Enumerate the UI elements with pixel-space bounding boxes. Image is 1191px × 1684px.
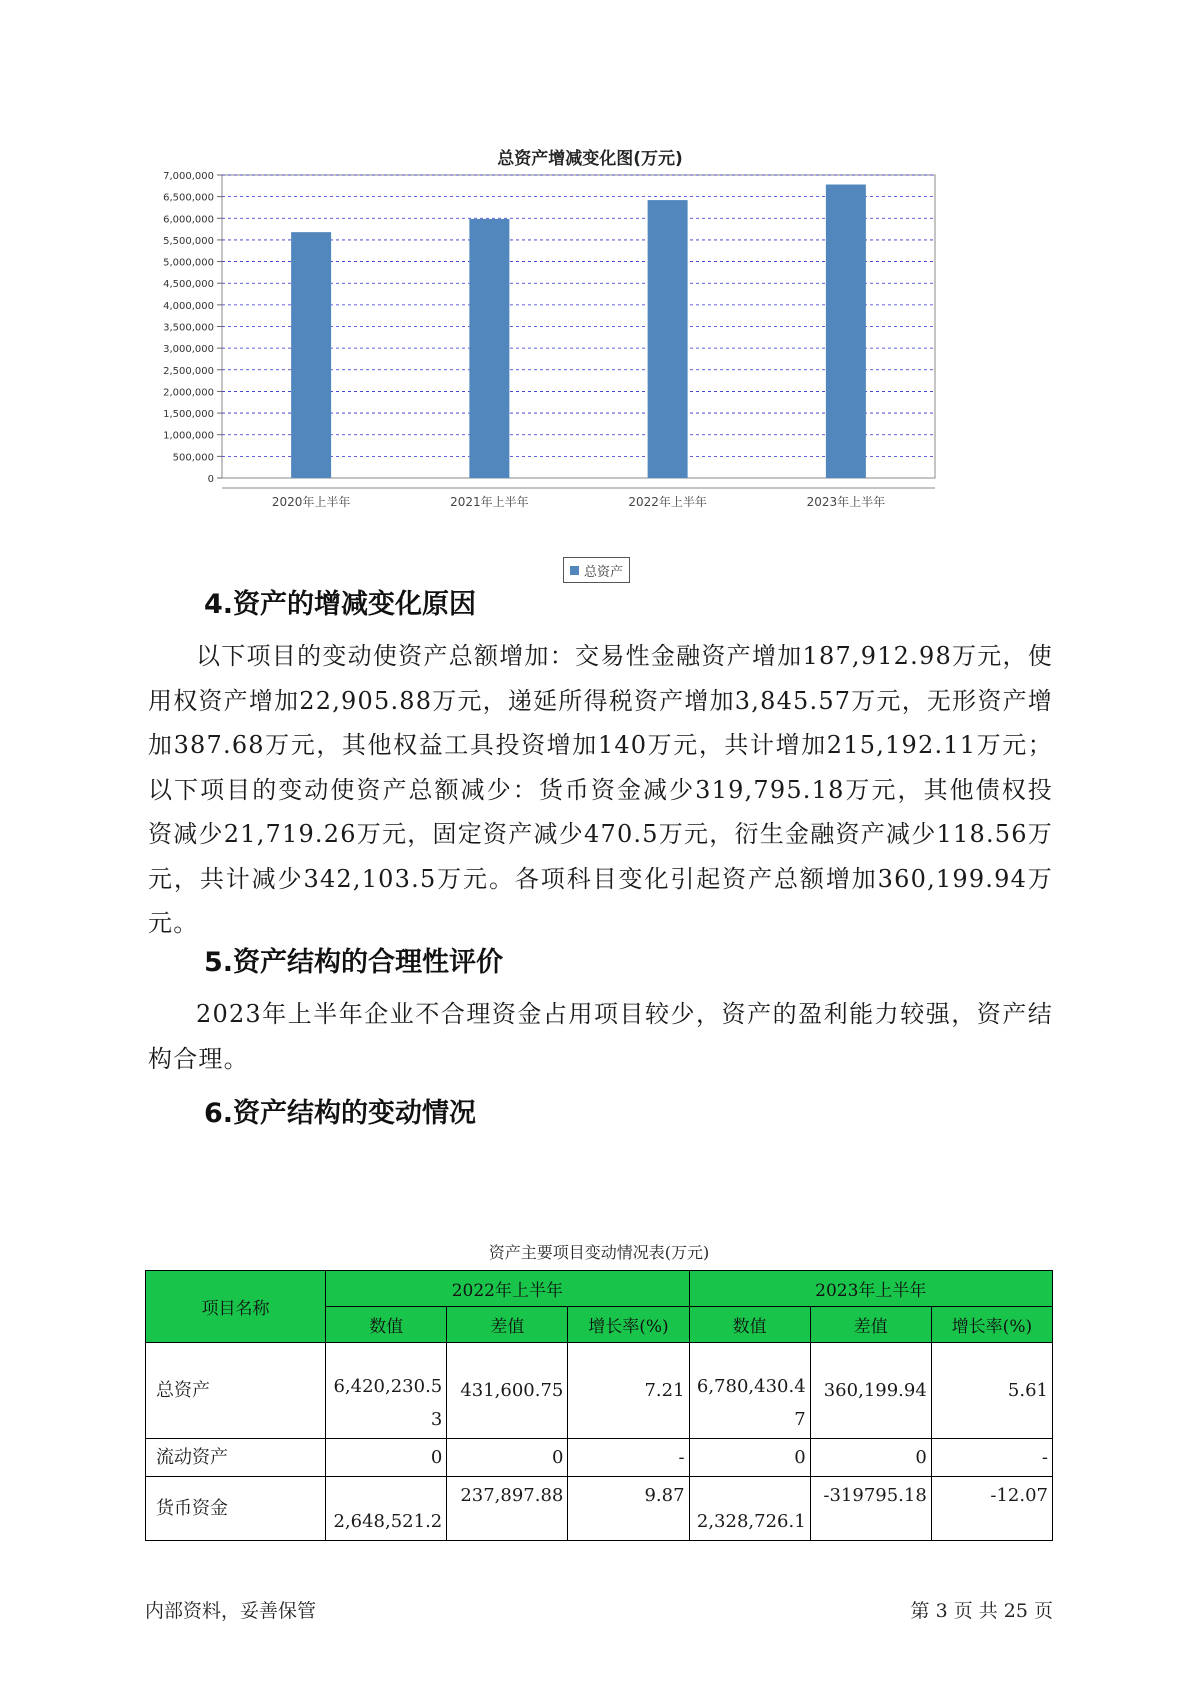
bar-chart — [150, 130, 1030, 600]
y-tick-label: 6,500,000 — [163, 192, 214, 204]
y-tick-label: 0 — [207, 474, 214, 485]
cell: 2,328,726.1 — [689, 1477, 810, 1541]
cell: -319795.18 — [810, 1477, 931, 1541]
bar — [291, 232, 331, 478]
section-heading-5: 5.资产结构的合理性评价 — [204, 947, 504, 978]
table-row — [146, 1477, 1053, 1541]
cell: 2,648,521.2 — [326, 1477, 447, 1541]
subcol-diff: 差值 — [810, 1307, 931, 1343]
cell: 0 — [326, 1439, 447, 1477]
cell: 6,420,230.53 — [326, 1343, 447, 1439]
subcol-diff: 差值 — [447, 1307, 568, 1343]
y-tick-label: 6,000,000 — [163, 214, 214, 226]
y-tick-label: 1,500,000 — [163, 409, 214, 421]
section-4-paragraph: 以下项目的变动使资产总额增加：交易性金融资产增加187,912.98万元，使用权资产增加22,905.88万元，递延所得税资产增加3,845.57万元，无形资产增加387.68万元，其他权益工具投资增加140万元，共计增加215,192.11万元；以下项目的变动使资产总额减少：货币资金减少319,795.18万元，其他债权投资减少21,719.26万元，固定资产减少470.5万元，衍生金融资产减少118.56万元，共计减少342,103.5万元。各项科目变化引起资产总额增加360,199.94万元。 — [148, 642, 1053, 937]
y-tick-label: 7,000,000 — [163, 171, 214, 182]
y-tick-label: 500,000 — [172, 452, 214, 464]
asset-change-table — [145, 1270, 1053, 1541]
cell: 0 — [810, 1439, 931, 1477]
page-number: 第 3 页 共 25 页 — [910, 1600, 1053, 1622]
subcol-growth: 增长率(%) — [931, 1307, 1052, 1343]
y-tick-label: 4,000,000 — [163, 300, 214, 312]
section-heading-4: 4.资产的增减变化原因 — [204, 589, 477, 620]
bar — [648, 200, 688, 478]
y-tick-label: 4,500,000 — [163, 279, 214, 291]
y-tick-label: 2,000,000 — [163, 387, 214, 399]
y-tick-label: 5,000,000 — [163, 257, 214, 269]
asset-chart — [150, 130, 1030, 600]
section-5-paragraph: 2023年上半年企业不合理资金占用项目较少，资产的盈利能力较强，资产结构合理。 — [148, 1000, 1053, 1073]
cell: - — [568, 1439, 689, 1477]
y-tick-label: 3,000,000 — [163, 344, 214, 356]
subcol-value: 数值 — [689, 1307, 810, 1343]
y-tick-label: 1,000,000 — [163, 430, 214, 442]
cell: 7.21 — [568, 1343, 689, 1439]
y-tick-label: 2,500,000 — [163, 365, 214, 377]
cell: 0 — [447, 1439, 568, 1477]
cell: -12.07 — [931, 1477, 1052, 1541]
cell: 5.61 — [931, 1343, 1052, 1439]
chart-legend — [563, 557, 630, 583]
cell: 360,199.94 — [810, 1343, 931, 1439]
x-tick-label: 2023年上半年 — [806, 495, 886, 509]
period-2022-header: 2022年上半年 — [326, 1271, 689, 1307]
bar — [469, 219, 509, 478]
legend-swatch — [570, 566, 579, 575]
cell: 9.87 — [568, 1477, 689, 1541]
col-item-name: 项目名称 — [146, 1271, 326, 1343]
bar — [826, 185, 866, 478]
legend-label: 总资产 — [584, 564, 624, 580]
row-name: 货币资金 — [146, 1477, 326, 1541]
x-tick-label: 2022年上半年 — [628, 495, 707, 509]
cell: - — [931, 1439, 1052, 1477]
cell: 237,897.88 — [447, 1477, 568, 1541]
row-name: 总资产 — [146, 1343, 326, 1439]
table-row — [146, 1343, 1053, 1439]
subcol-value: 数值 — [326, 1307, 447, 1343]
x-tick-label: 2020年上半年 — [271, 495, 351, 509]
table-caption: 资产主要项目变动情况表(万元) — [488, 1243, 710, 1262]
period-2023-header: 2023年上半年 — [689, 1271, 1052, 1307]
table-row — [146, 1439, 1053, 1477]
table-header-row — [146, 1271, 1053, 1307]
x-tick-label: 2021年上半年 — [450, 495, 529, 509]
chart-title: 总资产增减变化图(万元) — [497, 149, 683, 169]
row-name: 流动资产 — [146, 1439, 326, 1477]
y-tick-label: 5,500,000 — [163, 235, 214, 247]
y-tick-label: 3,500,000 — [163, 322, 214, 334]
subcol-growth: 增长率(%) — [568, 1307, 689, 1343]
cell: 6,780,430.47 — [689, 1343, 810, 1439]
cell: 431,600.75 — [447, 1343, 568, 1439]
section-heading-6: 6.资产结构的变动情况 — [204, 1098, 477, 1129]
footer-note: 内部资料，妥善保管 — [145, 1600, 317, 1622]
cell: 0 — [689, 1439, 810, 1477]
